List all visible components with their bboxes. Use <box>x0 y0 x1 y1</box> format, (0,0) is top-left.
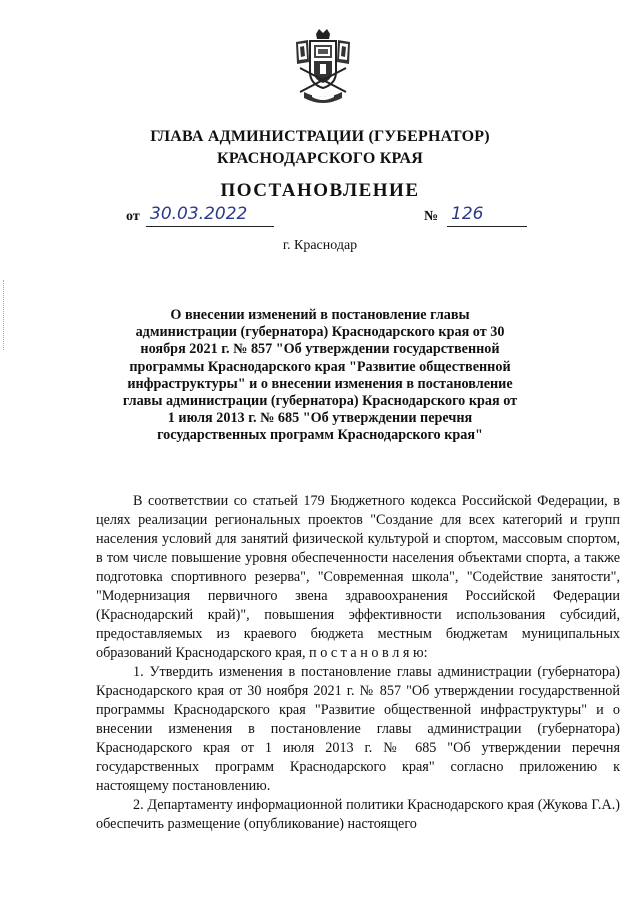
document-type-title: ПОСТАНОВЛЕНИЕ <box>220 180 420 201</box>
number-label: № <box>424 209 439 224</box>
date-value: 30.03.2022 <box>146 204 274 227</box>
date-label: от <box>126 209 140 224</box>
margin-mark <box>3 280 6 350</box>
authority-title-line2: КРАСНОДАРСКОГО КРАЯ <box>217 150 423 167</box>
decree-subject: О внесении изменений в постановление главы администрации (губернатора) Краснодарского края от 30 ноября 2021 г. № 857 "Об утверждении государственной программы Краснодарского края "Развитие общественной инфраструктуры" и о внесении изменения в постановление главы администрации (губернатора) Краснодарского края от 1 июля 2013 г. № 685 "Об утверждении перечня государственных программ Краснодарского края" <box>122 307 518 444</box>
number-value: 126 <box>447 204 527 227</box>
city-name: г. Краснодар <box>282 238 358 253</box>
paragraph-item-1: 1. Утвердить изменения в постановление главы администрации (губернатора) Краснодарского края от 30 ноября 2021 г. № 857 "Об утверждении государственной программы Краснодарского края "Развитие общественной инфраструктуры" и о внесении изменения в постановление главы администрации (губернатора) Краснодарского края от 1 июля 2013 г. № 685 "Об утверждении перечня государственных программ Краснодарского края" согласно приложению к настоящему постановлению. <box>96 664 620 794</box>
paragraph-preamble: В соответствии со статьей 179 Бюджетного кодекса Российской Федерации, в целях реализации региональных проектов "Создание для всех категорий и групп населения условий для занятий физической культурой и спортом, массовым спортом, в том числе повышение уровня обеспеченности населения объектами спорта, а также подготовка спортивного резерва", "Современная школа", "Содействие занятости", "Модернизация первичного звена здравоохранения Российской Федерации (Краснодарский край)", повышения эффективности использования субсидий, предоставляемых из краевого бюджета местным бюджетам муниципальных образований Краснодарского края, п о с т а н о в л я ю: <box>96 493 620 661</box>
coat-of-arms-emblem <box>292 28 354 108</box>
authority-title-line1: ГЛАВА АДМИНИСТРАЦИИ (ГУБЕРНАТОР) <box>150 128 490 145</box>
paragraph-item-2: 2. Департаменту информационной политики Краснодарского края (Жукова Г.А.) обеспечить размещение (опубликование) настоящего <box>96 797 620 832</box>
document-body <box>96 492 620 834</box>
